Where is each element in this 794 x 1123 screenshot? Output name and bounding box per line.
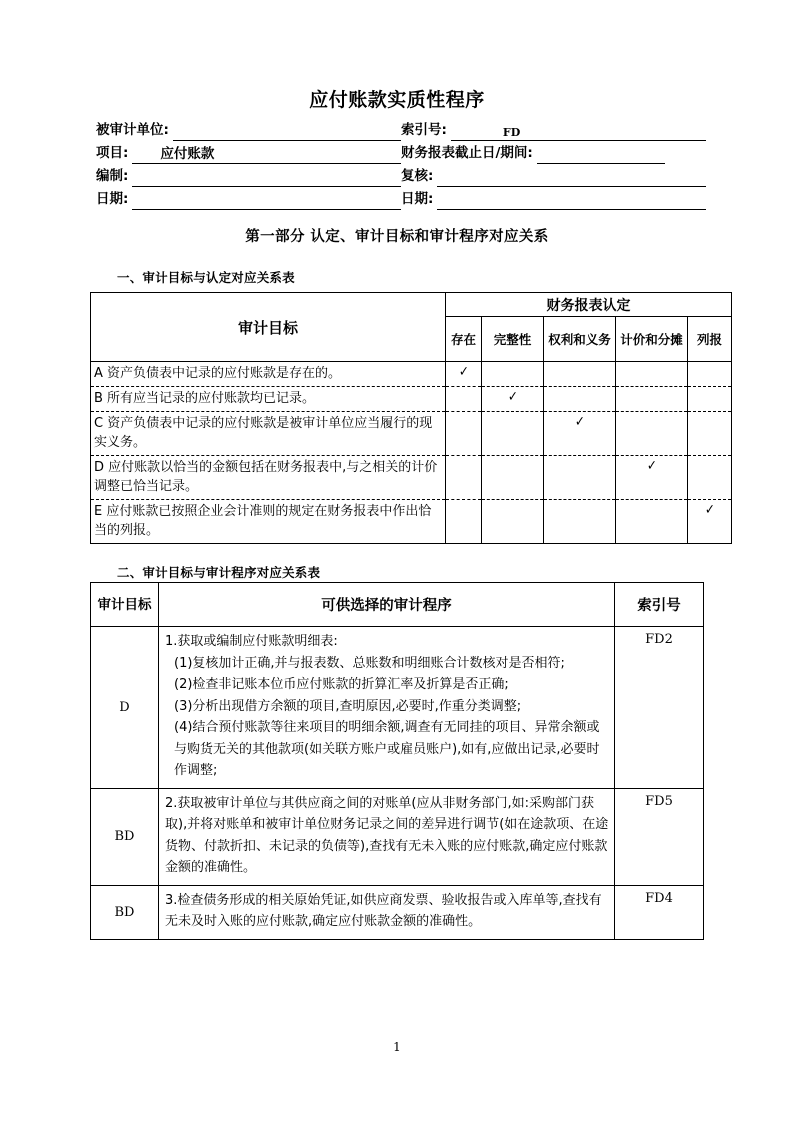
assertion-checkmark-cell — [544, 412, 616, 456]
field-input-index-number[interactable] — [451, 121, 706, 141]
field-input-report-period[interactable] — [537, 144, 665, 164]
procedure-line: 1.获取或编制应付账款明细表: — [165, 634, 338, 649]
check-icon: ✓ — [704, 502, 715, 518]
page-title: 应付账款实质性程序 — [309, 89, 485, 111]
audit-procedure-text — [159, 788, 615, 885]
field-audited-entity — [96, 118, 401, 141]
assertion-checkmark-cell — [482, 387, 544, 412]
column-header-rights-obligations: 权利和义务 — [544, 317, 616, 362]
field-prepared-by — [96, 164, 401, 187]
assertion-empty-cell — [482, 456, 544, 500]
procedure-line: (3)分析出现借方余额的项目,查明原因,必要时,作重分类调整; — [174, 698, 522, 714]
procedure-line: (4)结合预付账款等往来项目的明细余额,调查有无同挂的项目、异常余额或与购货无关的其他款项(如关联方账户或雇员账户),如有,应做出记录,必要时作调整; — [174, 720, 600, 778]
audit-objective-text: C 资产负债表中记录的应付账款是被审计单位应当履行的现实义务。 — [91, 412, 446, 456]
field-label: 日期: — [401, 191, 434, 207]
assertion-empty-cell — [688, 362, 732, 387]
table-row — [91, 500, 732, 544]
column-header-assertions-group: 财务报表认定 — [446, 293, 732, 317]
assertion-empty-cell — [616, 500, 688, 544]
field-label: 项目: — [96, 145, 129, 161]
audit-objective-text: B 所有应当记录的应付账款均已记录。 — [91, 387, 446, 412]
table-row — [91, 885, 704, 939]
table-header-group-row — [91, 293, 732, 317]
audit-objective-code: D — [91, 627, 159, 789]
field-project — [96, 141, 401, 164]
field-date-right — [401, 187, 706, 210]
assertion-empty-cell — [688, 456, 732, 500]
part-one-title: 第一部分 认定、审计目标和审计程序对应关系 — [245, 229, 549, 245]
field-label: 编制: — [96, 168, 129, 184]
field-label: 被审计单位: — [96, 122, 169, 138]
table-row — [91, 387, 732, 412]
assertion-empty-cell — [688, 412, 732, 456]
assertion-empty-cell — [446, 500, 482, 544]
field-value: 应付账款 — [160, 146, 215, 162]
field-input-date-left[interactable] — [132, 190, 401, 210]
field-date-left — [96, 187, 401, 210]
field-value: FD — [502, 126, 521, 139]
header-meta-left-column — [96, 118, 401, 210]
check-icon: ✓ — [574, 414, 585, 430]
column-header-index: 索引号 — [615, 583, 704, 627]
audit-objective-text: A 资产负债表中记录的应付账款是存在的。 — [91, 362, 446, 387]
assertions-table-body — [91, 362, 732, 544]
check-icon: ✓ — [458, 364, 469, 380]
column-header-existence: 存在 — [446, 317, 482, 362]
procedure-line: 2.获取被审计单位与其供应商之间的对账单(应从非财务部门,如:采购部门获取),并将对账单和被审计单位财务记录之间的差异进行调节(如在途款项、在途货物、付款折扣、未记录的负债等),查找有无未入账的应付账款,确定应付账款金额的准确性。 — [165, 795, 609, 875]
assertion-empty-cell — [544, 456, 616, 500]
procedure-index-reference: FD5 — [615, 788, 704, 885]
column-header-procedures: 可供选择的审计程序 — [159, 583, 615, 627]
column-header-audit-objective: 审计目标 — [91, 583, 159, 627]
audit-objectives-procedures-table — [90, 582, 704, 940]
assertion-checkmark-cell — [446, 362, 482, 387]
procedure-index-reference: FD4 — [615, 885, 704, 939]
audit-procedure-text — [159, 627, 615, 789]
table-row — [91, 412, 732, 456]
field-input-reviewed-by[interactable] — [437, 167, 706, 187]
assertion-empty-cell — [616, 387, 688, 412]
audit-objective-text: D 应付账款以恰当的金额包括在财务报表中,与之相关的计价调整已恰当记录。 — [91, 456, 446, 500]
assertion-empty-cell — [446, 412, 482, 456]
field-index-number — [401, 118, 706, 141]
procedure-line: (1)复核加计正确,并与报表数、总账数和明细账合计数核对是否相符; — [174, 655, 565, 671]
audit-objective-code: BD — [91, 788, 159, 885]
table-row — [91, 627, 704, 789]
assertion-empty-cell — [482, 412, 544, 456]
procedure-line: 3.检查债务形成的相关原始凭证,如供应商发票、验收报告或入库单等,查找有无未及时入账的应付账款,确定应付账款金额的准确性。 — [165, 892, 602, 929]
table-row — [91, 456, 732, 500]
audit-objectives-assertions-table — [90, 292, 732, 544]
field-input-date-right[interactable] — [437, 190, 706, 210]
field-input-audited-entity[interactable] — [173, 121, 401, 141]
field-label: 财务报表截止日/期间: — [401, 145, 533, 161]
table-row — [91, 362, 732, 387]
check-icon: ✓ — [646, 458, 657, 474]
field-label: 索引号: — [401, 122, 447, 138]
assertion-empty-cell — [446, 387, 482, 412]
audit-objective-text: E 应付账款已按照企业会计准则的规定在财务报表中作出恰当的列报。 — [91, 500, 446, 544]
assertion-checkmark-cell — [688, 500, 732, 544]
field-reviewed-by — [401, 164, 706, 187]
page-number: 1 — [393, 1040, 401, 1054]
column-header-presentation: 列报 — [688, 317, 732, 362]
procedure-line: (2)检查非记账本位币应付账款的折算汇率及折算是否正确; — [174, 677, 509, 692]
assertion-empty-cell — [482, 362, 544, 387]
audit-procedure-text — [159, 885, 615, 939]
audit-objective-code: BD — [91, 885, 159, 939]
table-row — [91, 788, 704, 885]
assertion-empty-cell — [616, 362, 688, 387]
header-meta-right-column — [401, 118, 706, 210]
column-header-audit-objective: 审计目标 — [91, 293, 446, 362]
field-input-project[interactable] — [132, 144, 401, 164]
assertion-empty-cell — [544, 500, 616, 544]
procedure-index-reference: FD2 — [615, 627, 704, 789]
header-meta-block — [96, 118, 706, 210]
section-one-heading: 一、审计目标与认定对应关系表 — [117, 270, 295, 285]
assertion-empty-cell — [544, 362, 616, 387]
assertion-empty-cell — [446, 456, 482, 500]
assertion-empty-cell — [688, 387, 732, 412]
column-header-valuation-allocation: 计价和分摊 — [616, 317, 688, 362]
field-label: 复核: — [401, 168, 434, 184]
procedures-table-body — [91, 627, 704, 940]
field-report-period — [401, 141, 706, 164]
field-input-prepared-by[interactable] — [132, 167, 401, 187]
check-icon: ✓ — [507, 389, 518, 405]
assertion-checkmark-cell — [616, 456, 688, 500]
assertion-empty-cell — [616, 412, 688, 456]
assertion-empty-cell — [544, 387, 616, 412]
column-header-completeness: 完整性 — [482, 317, 544, 362]
section-two-heading: 二、审计目标与审计程序对应关系表 — [117, 565, 321, 580]
procedures-table-header-row — [91, 583, 704, 627]
assertion-empty-cell — [482, 500, 544, 544]
field-label: 日期: — [96, 191, 129, 207]
